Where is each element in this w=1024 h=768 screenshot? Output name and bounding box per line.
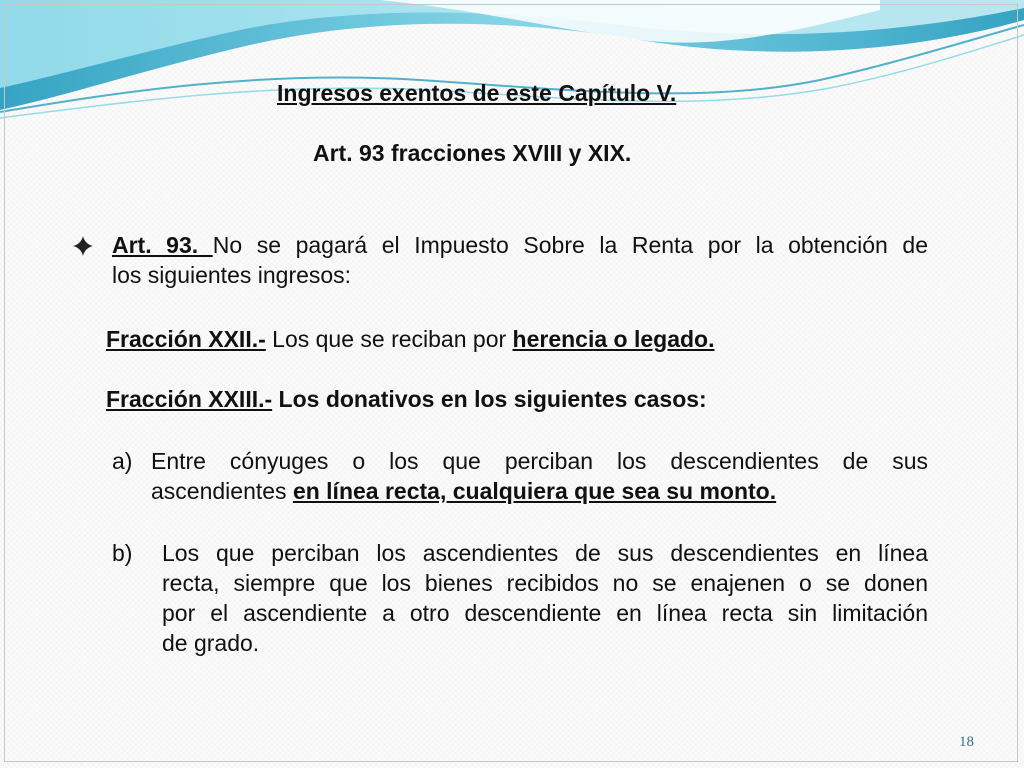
item-a-emphasis: en línea recta, cualquiera que sea su monto. [292,478,777,504]
fraccion-xxii-text: Los que se reciban por [265,326,513,352]
diamond-bullet-icon [72,235,94,257]
page-number: 18 [959,734,974,750]
item-b-line-1: Los que perciban los ascendientes de sus descendientes en línea [162,540,928,566]
fraccion-xxiii [106,384,707,414]
slide-title: Ingresos exentos de este Capítulo V. [277,80,677,106]
fraccion-xxiii-text: Los donativos en los siguientes casos: [272,386,707,412]
item-a-marker: a) [112,448,133,474]
item-b-line-2: recta, siempre que los bienes recibidos no se enajenen o se donen [162,570,928,596]
fraccion-xxiii-label: Fracción XXIII.- [106,386,273,412]
item-b-line-4: de grado. [162,630,260,656]
article-93-paragraph [112,230,928,290]
fraccion-xxii-label: Fracción XXII.- [106,326,266,352]
item-b-paragraph [162,538,928,658]
slide-subtitle: Art. 93 fracciones XVIII y XIX. [313,140,632,166]
item-a-line-1: Entre cónyuges o los que perciban los descendientes de sus [151,448,928,474]
item-b-line-3: por el ascendiente a otro descendiente en línea recta sin limitación [162,600,928,626]
item-a-line-2 [151,478,776,504]
article-93-line-2: los siguientes ingresos: [112,262,352,288]
item-a-paragraph [151,446,928,506]
article-93-text: No se pagará el Impuesto Sobre la Renta por la obtención de [212,232,928,258]
fraccion-xxii [106,324,715,354]
article-93-line-1 [112,230,928,260]
item-a-line-2-text: ascendientes [151,478,293,504]
article-93-label: Art. 93. [112,232,213,258]
item-b-marker: b) [112,540,133,566]
fraccion-xxii-emphasis: herencia o legado. [512,326,715,352]
